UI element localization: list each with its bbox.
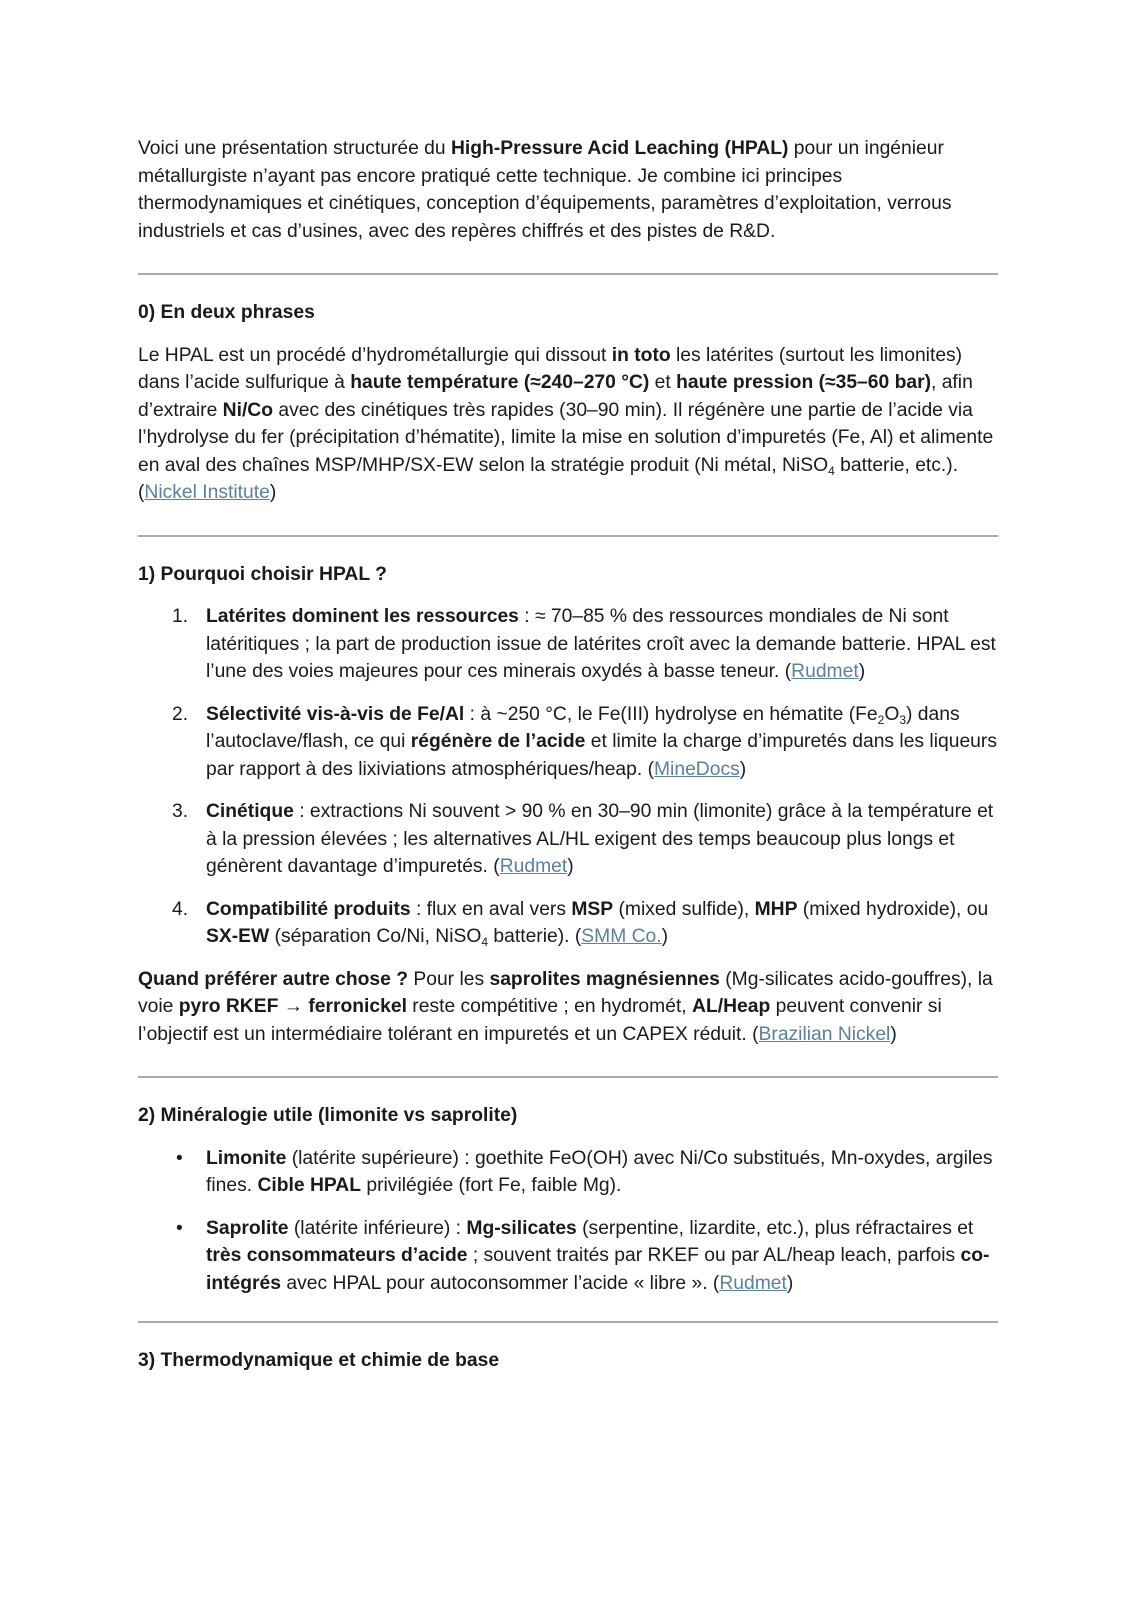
- list-item: 3. Cinétique : extractions Ni souvent > 90 % en 30–90 min (limonite) grâce à la température et à la pression élevées ; les alternatives AL/HL exigent des temps beaucoup plus longs et génèrent davantage d’impuretés. (Rudmet): [138, 798, 998, 881]
- list-number: 1.: [172, 606, 189, 627]
- section-heading-1: 1) Pourquoi choisir HPAL ?: [138, 563, 387, 585]
- list-item: 2. Sélectivité vis-à-vis de Fe/Al : à ~250 °C, le Fe(III) hydrolyse en hématite $(Fe_2O_3)$ dans l’autoclave/flash, ce qui régénère de l’acide et limite la charge d’impuretés dans les liqueurs par rapport à des lixiviations atmosphériques/heap. (MineDocs): [138, 701, 998, 784]
- source-link-rudmet[interactable]: Rudmet: [719, 1272, 787, 1294]
- reasons-list: [138, 603, 998, 951]
- section-0-paragraph: Le HPAL est un procédé d’hydrométallurgie qui dissout in toto les latérites (surtout les limonites) dans l’acide sulfurique à haute température (≈240–270 °C) et haute pression (≈35–60 bar), afin d’extraire Ni/Co avec des cinétiques très rapides (30–90 min). Il régénère une partie de l’acide via l’hydrolyse du fer (précipitation d’hématite), limite la mise en solution d’impuretés (Fe, Al) et alimente en aval des chaînes MSP/MHP/SX-EW selon la stratégie produit (Ni métal, NiSO$_4$ batterie, etc.). (Nickel Institute): [138, 344, 994, 503]
- section-heading-2: 2) Minéralogie utile (limonite vs saprolite): [138, 1105, 518, 1126]
- section-divider: [138, 1321, 998, 1323]
- list-item: 4. Compatibilité produits : flux en aval vers MSP (mixed sulfide), MHP (mixed hydroxide), ou SX-EW (séparation Co/Ni, NiSO$_4$ batterie). (SMM Co.): [138, 896, 998, 951]
- source-link-brazilian-nickel[interactable]: Brazilian Nickel: [758, 1023, 891, 1045]
- section-heading-0: 0) En deux phrases: [138, 302, 315, 323]
- section-divider: [138, 535, 998, 537]
- mineralogy-list: [138, 1145, 998, 1298]
- bullet-marker: •: [176, 1147, 183, 1169]
- list-item: • Limonite (latérite supérieure) : goethite FeO(OH) avec Ni/Co substitués, Mn-oxydes, argiles fines. Cible HPAL privilégiée (fort Fe, faible Mg).: [138, 1145, 998, 1200]
- source-link-rudmet[interactable]: Rudmet: [499, 856, 568, 877]
- source-link-rudmet[interactable]: Rudmet: [791, 661, 859, 682]
- section-heading-3: 3) Thermodynamique et chimie de base: [138, 1350, 500, 1371]
- alternative-paragraph: Quand préférer autre chose ? Pour les saprolites magnésiennes (Mg-silicates acido-gouffres), la voie pyro RKEF → ferronickel reste compétitive ; en hydromét, AL/Heap peuvent convenir si l’objectif est un intermédiaire tolérant en impuretés et un CAPEX réduit. (Brazilian Nickel): [138, 968, 993, 1045]
- intro-paragraph: Voici une présentation structurée du High-Pressure Acid Leaching (HPAL) pour un ingénieur métallurgiste n’ayant pas encore pratiqué cette technique. Je combine ici principes thermodynamiques et cinétiques, conception d’équipements, paramètres d’exploitation, verrous industriels et cas d’usines, avec des repères chiffrés et des pistes de R&D.: [138, 138, 952, 242]
- hpal-term: High-Pressure Acid Leaching (HPAL): [450, 138, 789, 159]
- list-number: 4.: [172, 898, 189, 920]
- list-item: 1. Latérites dominent les ressources : ≈ 70–85 % des ressources mondiales de Ni sont latéritiques ; la part de production issue de latérites croît avec la demande batterie. HPAL est l’une des voies majeures pour ces minerais oxydés à basse teneur. (Rudmet): [138, 603, 998, 686]
- document-body: [138, 135, 998, 1375]
- list-item: • Saprolite (latérite inférieure) : Mg-silicates (serpentine, lizardite, etc.), plus réfractaires et très consommateurs d’acide ; souvent traités par RKEF ou par AL/heap leach, parfois co-intégrés avec HPAL pour autoconsommer l’acide « libre ». (Rudmet): [138, 1215, 998, 1298]
- list-number: 3.: [172, 801, 189, 822]
- bullet-marker: •: [176, 1217, 183, 1239]
- source-link-minedocs[interactable]: MineDocs: [654, 758, 740, 780]
- list-number: 2.: [172, 703, 189, 725]
- source-link-smm[interactable]: SMM Co.: [581, 926, 662, 947]
- source-link-nickel-institute[interactable]: Nickel Institute: [144, 482, 270, 503]
- section-divider: [138, 1076, 998, 1078]
- section-divider: [138, 273, 998, 275]
